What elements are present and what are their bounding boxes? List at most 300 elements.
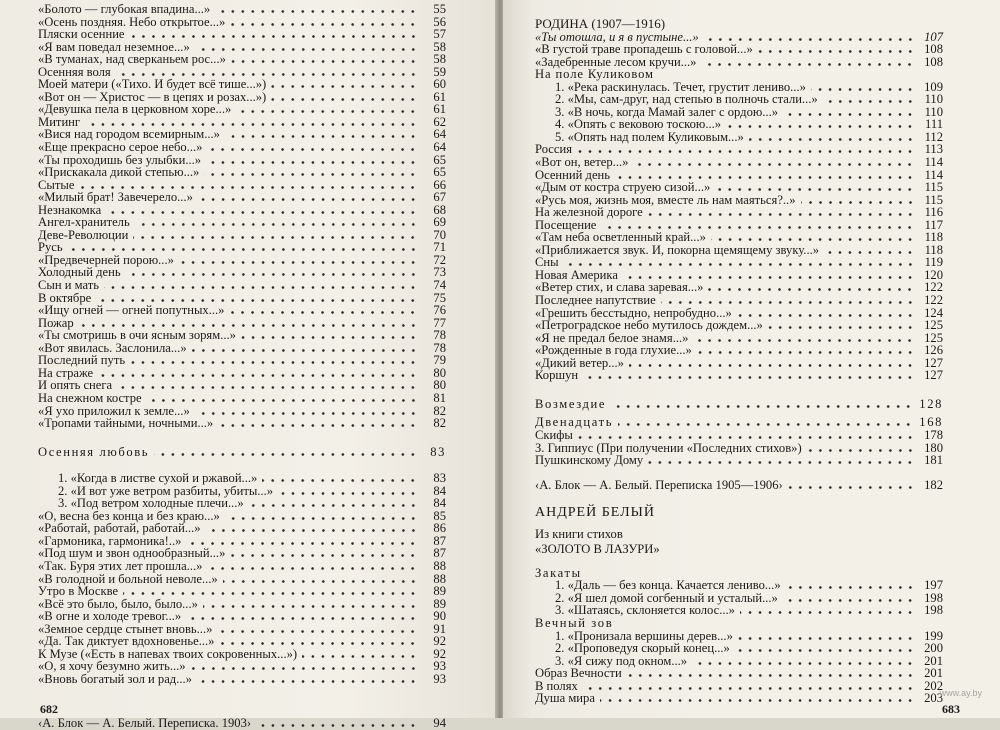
toc-entry-title: «Дым от костра струею сизой...»	[535, 180, 711, 195]
toc-entry-page: 118	[924, 242, 943, 257]
toc-entry-title: «В густой траве пропадешь с головой...»	[535, 42, 753, 57]
toc-entry-page: 61	[433, 102, 446, 117]
leader-dots	[147, 399, 418, 402]
toc-entry-page: 168	[919, 415, 943, 430]
toc-entry-title: 5. «Опять над полем Куликовым...»	[555, 129, 744, 144]
leader-dots	[215, 10, 418, 13]
toc-entry-title: 2. «Проповедуя скорый конец...»	[555, 641, 730, 656]
toc-entry	[38, 3, 446, 16]
leader-dots	[236, 110, 418, 113]
toc-entry-title: В полях	[535, 678, 578, 693]
toc-entry-title: «Работай, работай, работай...»	[38, 521, 201, 536]
leader-dots	[96, 299, 418, 302]
toc-entry-page: 124	[924, 305, 943, 320]
toc-entry-title: «Ты проходишь без улыбки...»	[38, 152, 202, 167]
toc-entry-page: 64	[433, 140, 446, 155]
leader-dots	[262, 479, 418, 482]
toc-entry-title: И опять снега	[38, 378, 113, 393]
leader-dots	[629, 364, 915, 367]
toc-entry	[535, 156, 943, 169]
toc-entry-page: 70	[433, 227, 446, 242]
toc-entry	[38, 28, 446, 41]
leader-dots	[278, 492, 418, 495]
toc-entry	[535, 131, 943, 144]
leader-dots	[217, 630, 418, 633]
toc-entry-page: 108	[924, 54, 943, 69]
toc-entry-title: 3. «Под ветром холодные плечи...»	[58, 496, 244, 511]
toc-entry	[38, 392, 446, 405]
leader-dots	[583, 376, 915, 379]
toc-entry	[38, 446, 446, 459]
toc-entry-page: 83	[430, 444, 446, 459]
toc-entry	[535, 680, 943, 693]
leader-dots	[229, 311, 418, 314]
leader-dots	[823, 100, 915, 103]
toc-entry-page: 116	[924, 205, 943, 220]
toc-entry	[38, 472, 446, 485]
leader-dots	[207, 148, 418, 151]
toc-entry-title: З. Гиппиус (При получении «Последних стихов»)	[535, 440, 802, 455]
toc-entry-title: «Осень поздняя. Небо открытое...»	[38, 14, 226, 29]
toc-entry-title: «Девушка пела в церковном хоре...»	[38, 102, 232, 117]
toc-entry-page: 88	[433, 558, 446, 573]
toc-entry-title: «Всё это было, было, было...»	[38, 596, 198, 611]
toc-entry-title: «Гармоника, гармоника!..»	[38, 533, 182, 548]
toc-entry	[38, 673, 446, 686]
leader-dots	[623, 276, 915, 279]
toc-entry	[38, 560, 446, 573]
toc-entry-page: 115	[924, 192, 943, 207]
toc-entry	[38, 497, 446, 510]
toc-entry	[535, 579, 943, 592]
toc-entry-page: 125	[924, 318, 943, 333]
leader-dots	[738, 637, 915, 640]
toc-entry-page: 88	[433, 571, 446, 586]
toc-entry	[535, 231, 943, 244]
toc-entry-title: Вечный зов	[535, 615, 614, 630]
toc-entry-title: Россия	[535, 142, 573, 157]
toc-entry	[535, 398, 943, 411]
toc-entry-page: 92	[433, 646, 446, 661]
toc-entry-title: Пушкинскому Дому	[535, 453, 644, 468]
toc-entry-title: На страже	[38, 365, 94, 380]
toc-entry-page: 87	[433, 546, 446, 561]
toc-entry-title: 4. «Опять с вековою тоскою...»	[555, 117, 722, 132]
toc-entry-page: 94	[433, 716, 446, 730]
toc-entry-page: 71	[433, 240, 446, 255]
leader-dots	[611, 405, 913, 408]
leader-dots	[79, 324, 418, 327]
toc-entry-page: 199	[924, 628, 943, 643]
toc-entry	[535, 93, 943, 106]
toc-entry-title: Деве-Революции	[38, 227, 129, 242]
leader-dots	[130, 35, 418, 38]
toc-entry-page: 110	[924, 92, 943, 107]
toc-entry-page: 89	[433, 584, 446, 599]
toc-entry-page: 80	[433, 378, 446, 393]
toc-entry-title: «Ты отошла, и я в пустыне...»	[535, 29, 699, 44]
toc-entry	[535, 692, 943, 705]
toc-entry-title: 3. «В ночь, когда Мамай залег с ордою...»	[555, 104, 779, 119]
toc-entry-title: «Тропами тайными, ночными...»	[38, 416, 214, 431]
toc-entry	[535, 642, 943, 655]
left-toc	[38, 3, 446, 730]
toc-entry-title: Душа мира	[535, 691, 595, 706]
spacer	[38, 685, 446, 709]
leader-dots	[578, 436, 915, 439]
toc-entry-title: Осенний день	[535, 167, 611, 182]
toc-entry-page: 58	[433, 39, 446, 54]
toc-entry-page: 79	[433, 353, 446, 368]
toc-entry	[38, 417, 446, 430]
toc-entry-title: «О, я хочу безумно жить...»	[38, 659, 186, 674]
leader-dots	[203, 605, 418, 608]
leader-dots	[225, 135, 418, 138]
toc-entry-title: В октябре	[38, 290, 92, 305]
leader-dots	[206, 529, 418, 532]
leader-dots	[116, 73, 418, 76]
toc-entry-title: «Ветер стих, и слава заревая...»	[535, 280, 704, 295]
toc-entry-title: «Я ухо приложил к земле...»	[38, 403, 190, 418]
leader-dots	[154, 453, 418, 456]
leader-dots	[618, 423, 913, 426]
toc-entry-title: Ангел-хранитель	[38, 215, 130, 230]
toc-entry-page: 67	[433, 190, 446, 205]
leader-dots	[198, 198, 418, 201]
toc-entry	[535, 319, 943, 332]
leader-dots	[241, 336, 418, 339]
toc-entry-title: «Грешить бесстыдно, непробудно...»	[535, 305, 732, 320]
leader-dots	[735, 649, 915, 652]
toc-entry-title: На снежном костре	[38, 390, 142, 405]
leader-dots	[230, 23, 418, 26]
toc-entry-title: Осенняя воля	[38, 64, 111, 79]
leader-dots	[192, 349, 418, 352]
toc-entry	[535, 43, 943, 56]
toc-entry-title: Незнакомка	[38, 202, 102, 217]
leader-dots	[749, 138, 915, 141]
toc-entry-page: 78	[433, 340, 446, 355]
toc-entry-page: 111	[925, 117, 943, 132]
toc-entry-title: 2. «Мы, сам-друг, над степью в полночь стали...»	[555, 92, 818, 107]
toc-entry-page: 178	[924, 427, 943, 442]
leader-dots	[135, 223, 418, 226]
toc-entry-title: 1. «Река раскинулась. Течет, грустит лениво...»	[555, 79, 806, 94]
toc-entry	[535, 344, 943, 357]
toc-entry-page: 114	[924, 167, 943, 182]
leader-dots	[195, 48, 418, 51]
toc-entry-title: 1. «Когда в листве сухой и ржавой...»	[58, 471, 258, 486]
toc-entry-page: 89	[433, 596, 446, 611]
toc-entry-page: 64	[433, 127, 446, 142]
toc-entry	[535, 181, 943, 194]
toc-entry-page: 200	[924, 641, 943, 656]
toc-entry-page: 127	[924, 368, 943, 383]
toc-entry	[38, 53, 446, 66]
toc-entry-page: 92	[433, 634, 446, 649]
leader-dots	[98, 374, 418, 377]
toc-entry-title: Образ Вечности	[535, 666, 622, 681]
left-page	[0, 0, 497, 730]
toc-entry	[38, 304, 446, 317]
toc-entry	[38, 191, 446, 204]
toc-entry	[535, 454, 943, 467]
leader-dots	[600, 699, 915, 702]
toc-entry-title: Возмездие	[535, 396, 607, 411]
leader-dots	[206, 161, 418, 164]
toc-entry-title: На поле Куликовом	[535, 67, 654, 82]
right-toc	[535, 18, 943, 705]
toc-entry-title: «Еще прекрасно серое небо...»	[38, 140, 203, 155]
leader-dots	[708, 288, 915, 291]
page-number-left: 682	[40, 702, 58, 716]
toc-entry-page: 122	[924, 293, 943, 308]
toc-entry-title: 2. «И вот уже ветром разбиты, убиты...»	[58, 483, 274, 498]
toc-entry-page: 122	[924, 280, 943, 295]
toc-entry	[38, 329, 446, 342]
toc-entry-page: 126	[924, 343, 943, 358]
toc-entry-page: 91	[433, 621, 446, 636]
toc-entry-title: «В голодной и больной неволе...»	[38, 571, 218, 586]
toc-entry-page: 65	[433, 165, 446, 180]
toc-entry-page: 58	[433, 52, 446, 67]
toc-entry-title: 3. «Я сижу под окном...»	[555, 653, 688, 668]
toc-entry-page: 82	[433, 416, 446, 431]
leader-dots	[117, 386, 418, 389]
leader-dots	[648, 213, 915, 216]
toc-entry-title: Русь	[38, 240, 63, 255]
toc-entry-page: 86	[433, 521, 446, 536]
toc-entry	[38, 660, 446, 673]
spacer	[38, 430, 446, 438]
leader-dots	[715, 188, 915, 191]
toc-entry-title: Коршун	[535, 368, 579, 383]
leader-dots	[701, 63, 915, 66]
leader-dots	[106, 211, 418, 214]
toc-entry-title: «Так. Буря этих лет прошла...»	[38, 558, 203, 573]
toc-entry-page: 203	[924, 691, 943, 706]
toc-entry-title: «В огне и холоде тревог...»	[38, 609, 182, 624]
leader-dots	[633, 163, 915, 166]
toc-entry-title: «В туманах, над сверканьем рос...»	[38, 52, 226, 67]
toc-entry-page: 55	[433, 2, 446, 16]
leader-dots	[231, 60, 418, 63]
leader-dots	[758, 50, 915, 53]
toc-entry	[535, 357, 943, 370]
toc-entry-title: «Там неба осветленный край...»	[535, 230, 706, 245]
toc-entry-title: «Вот он — Христос — в цепях и розах...»)	[38, 89, 267, 104]
leader-dots	[204, 173, 418, 176]
leader-dots	[218, 424, 418, 427]
spacer	[38, 458, 446, 464]
toc-entry-page: 119	[924, 255, 943, 270]
toc-entry-page: 73	[433, 265, 446, 280]
toc-entry-title: «Приближается звук. И, покорна щемящему звуку...»	[535, 242, 820, 257]
toc-entry-page: 118	[924, 230, 943, 245]
toc-entry	[535, 294, 943, 307]
leader-dots	[648, 461, 915, 464]
toc-entry-title: Сытые	[38, 177, 75, 192]
leader-dots	[195, 412, 418, 415]
toc-entry-page: 59	[433, 64, 446, 79]
toc-entry-title: «Земное сердце стынет вновь...»	[38, 621, 213, 636]
toc-entry-title: Пляски осенние	[38, 27, 125, 42]
section-heading: РОДИНА (1907—1916)	[535, 16, 666, 31]
toc-entry-title: Сны	[535, 255, 559, 270]
toc-entry-title: Закаты	[535, 565, 582, 580]
toc-entry	[38, 166, 446, 179]
leader-dots	[783, 113, 915, 116]
toc-entry-page: 110	[924, 104, 943, 119]
leader-dots	[256, 724, 418, 727]
toc-entry-title: Моей матери («Тихо. И будет всё тише...»)	[38, 77, 267, 92]
toc-entry	[38, 266, 446, 279]
leader-dots	[711, 238, 915, 241]
toc-entry-page: 72	[433, 252, 446, 267]
toc-entry-title: «Я вам поведал неземное...»	[38, 39, 190, 54]
leader-dots	[179, 261, 418, 264]
leader-dots	[126, 273, 418, 276]
leader-dots	[577, 150, 915, 153]
toc-entry	[535, 667, 943, 680]
toc-entry-page: 84	[433, 483, 446, 498]
leader-dots	[564, 263, 915, 266]
leader-dots	[271, 98, 418, 101]
toc-entry	[535, 617, 943, 630]
toc-entry-page: 83	[433, 471, 446, 486]
toc-entry-title: ‹А. Блок — А. Белый. Переписка 1905—1906›	[535, 477, 783, 492]
toc-entry-page: 85	[433, 508, 446, 523]
toc-entry	[38, 717, 446, 730]
leader-dots	[130, 361, 418, 364]
toc-entry-title: ‹А. Блок — А. Белый. Переписка. 1903›	[38, 716, 252, 730]
toc-entry-page: 108	[924, 42, 943, 57]
toc-entry-page: 117	[924, 217, 943, 232]
toc-entry-page: 202	[924, 678, 943, 693]
toc-entry	[38, 585, 446, 598]
leader-dots	[811, 88, 915, 91]
leader-dots	[230, 554, 418, 557]
toc-entry	[38, 635, 446, 648]
leader-dots	[79, 186, 418, 189]
toc-entry-page: 112	[924, 129, 943, 144]
toc-entry-page: 127	[924, 355, 943, 370]
author-name: АНДРЕЙ БЕЛЫЙ	[535, 505, 655, 521]
leader-dots	[85, 123, 418, 126]
toc-entry	[38, 229, 446, 242]
toc-entry-page: 180	[924, 440, 943, 455]
toc-entry	[38, 522, 446, 535]
page-number-right: 683	[942, 702, 960, 716]
toc-entry	[38, 610, 446, 623]
toc-entry-title: Утро в Москве	[38, 584, 119, 599]
toc-entry	[38, 216, 446, 229]
toc-entry-title: «Рожденные в года глухие...»	[535, 343, 692, 358]
leader-dots	[601, 226, 915, 229]
leader-dots	[271, 85, 418, 88]
toc-entry-page: 57	[433, 27, 446, 42]
toc-entry-title: Посещение	[535, 217, 597, 232]
toc-entry	[38, 141, 446, 154]
spacer	[535, 382, 943, 398]
toc-entry-title: Последнее напутствие	[535, 293, 656, 308]
toc-entry-page: 181	[924, 453, 943, 468]
leader-dots	[726, 125, 915, 128]
toc-entry-page: 125	[924, 330, 943, 345]
toc-entry-page: 84	[433, 496, 446, 511]
toc-entry-page: 93	[433, 659, 446, 674]
toc-entry-title: Митинг	[38, 114, 81, 129]
toc-entry-page: 114	[924, 155, 943, 170]
leader-dots	[768, 326, 915, 329]
leader-dots	[225, 517, 418, 520]
leader-dots	[824, 251, 915, 254]
toc-entry-title: «Прискакала дикой степью...»	[38, 165, 200, 180]
leader-dots	[693, 339, 915, 342]
toc-entry-title: Осенняя любовь	[38, 444, 150, 459]
toc-entry	[38, 103, 446, 116]
leader-dots	[704, 38, 915, 41]
toc-entry-page: 76	[433, 303, 446, 318]
toc-entry-title: «Вися над городом всемирным...»	[38, 127, 220, 142]
toc-entry-title: «Да. Так диктует вдохновенье...»	[38, 634, 215, 649]
watermark: www.ay.by	[939, 688, 982, 698]
toc-entry	[535, 369, 943, 382]
leader-dots	[692, 662, 915, 665]
toc-entry-page: 113	[924, 142, 943, 157]
toc-entry-title: «Задебренные лесом кручи...»	[535, 54, 697, 69]
toc-entry-page: 109	[924, 79, 943, 94]
toc-entry-title: Новая Америка	[535, 267, 618, 282]
leader-dots	[123, 592, 418, 595]
leader-dots	[627, 674, 915, 677]
spacer	[535, 556, 943, 567]
toc-entry-page: 69	[433, 215, 446, 230]
toc-entry-title: «Вот он, ветер...»	[535, 155, 629, 170]
book-source-label: Из книги стихов	[535, 526, 623, 541]
toc-entry	[535, 429, 943, 442]
toc-entry-title: «Ищу огней — огней попутных...»	[38, 303, 225, 318]
leader-dots	[68, 248, 418, 251]
toc-entry-title: 1. «Пронизала вершины дерев...»	[555, 628, 733, 643]
leader-dots	[788, 486, 915, 489]
leader-dots	[186, 617, 418, 620]
toc-entry	[38, 78, 446, 91]
toc-entry-page: 74	[433, 278, 446, 293]
toc-entry-page: 75	[433, 290, 446, 305]
book-title: «ЗОЛОТО В ЛАЗУРИ»	[535, 542, 660, 557]
toc-entry-title: Сын и мать	[38, 278, 100, 293]
toc-entry-page: 77	[433, 315, 446, 330]
leader-dots	[249, 504, 418, 507]
leader-dots	[191, 667, 418, 670]
toc-entry-page: 198	[924, 590, 943, 605]
toc-entry-title: 2. «Я шел домой согбенный и усталый...»	[555, 590, 778, 605]
toc-entry-title: К Музе («Есть в напевах твоих сокровенных...»)	[38, 646, 298, 661]
toc-entry-title: «Болото — глубокая впадина...»	[38, 2, 211, 16]
leader-dots	[801, 201, 916, 204]
toc-entry-title: Последний путь	[38, 353, 126, 368]
toc-entry	[535, 479, 943, 492]
toc-entry-title: 1. «Даль — без конца. Качается лениво...»	[555, 578, 781, 593]
toc-entry-page: 93	[433, 671, 446, 686]
toc-entry-title: «Петроградское небо мутилось дождем...»	[535, 318, 763, 333]
toc-entry	[535, 206, 943, 219]
toc-entry-page: 201	[924, 666, 943, 681]
toc-entry	[535, 68, 943, 81]
toc-entry-page: 197	[924, 578, 943, 593]
leader-dots	[104, 286, 418, 289]
